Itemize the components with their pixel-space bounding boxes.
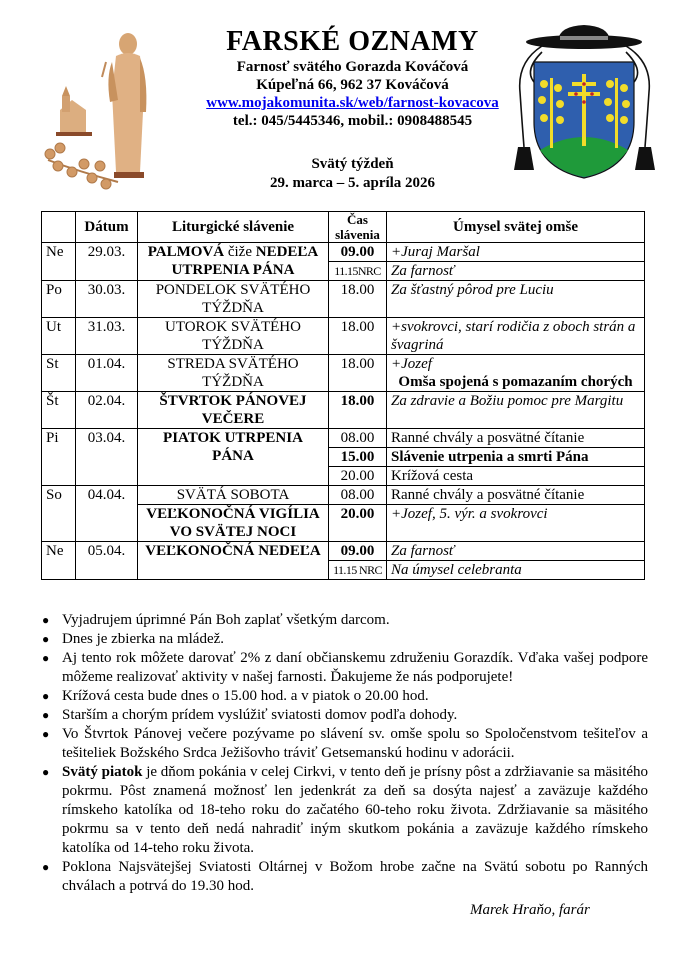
intention-cell: Za farnosť (387, 262, 645, 281)
shield (534, 62, 634, 178)
date-cell: 05.04. (76, 542, 138, 580)
day-cell: St (42, 355, 76, 392)
list-item: ● Krížová cesta bude dnes o 15.00 hod. a v piatok o 20.00 hod. (42, 688, 429, 704)
statue-figure (102, 33, 146, 178)
date-cell: 04.04. (76, 486, 138, 542)
bullet-icon: ● (42, 689, 50, 703)
time-cell: 11.15NRC (329, 262, 387, 281)
time-cell: 11.15 NRC (329, 561, 387, 580)
coat-of-arms-image (512, 22, 657, 182)
day-cell: Št (42, 392, 76, 429)
time-cell: 15.00 (329, 448, 387, 467)
header-liturgy: Liturgické slávenie (138, 212, 329, 243)
week-heading (180, 155, 525, 193)
intention-text: +Jozef (391, 356, 432, 372)
date-cell: 02.04. (76, 392, 138, 429)
time-cell: 09.00 (329, 243, 387, 262)
day-cell: Ne (42, 542, 76, 580)
parish-website-link[interactable]: www.mojakomunita.sk/web/farnost-kovacova (206, 95, 499, 111)
intention-cell: Ranné chvály a posvätné čítanie (387, 486, 645, 505)
table-row (42, 486, 645, 505)
date-cell: 03.04. (76, 429, 138, 486)
list-item: ● Svätý piatok je dňom pokánia v celej Cirkvi, v tento deň je prísny pôst a zdržiavanie sa mäsitého pokrmu. Pôst znamená možnosť len jedenkrát za deň sa dosýta najesť a zaväzuje každého rímskeho katolíka od 18-teho roku do začatého 60-teho roku života. Zdržiavanie sa mäsitého pokrmu sa v tento deň nedá nahradiť iným skutkom pokánia a zaväzuje každého rímskeho katolíka od 14-teho roku života. (42, 764, 648, 856)
time-cell: 08.00 (329, 429, 387, 448)
intention-cell: +svokrovci, starí rodičia z oboch strán a švagriná (387, 318, 645, 355)
liturgy-cell: UTOROK SVÄTÉHO TÝŽDŇA (138, 318, 329, 355)
parish-address: Kúpeľná 66, 962 37 Kováčová (256, 77, 449, 93)
mass-schedule-table (41, 211, 645, 580)
liturgy-cell: STREDA SVÄTÉHO TÝŽDŇA (138, 355, 329, 392)
date-cell: 29.03. (76, 243, 138, 281)
time-cell: 18.00 (329, 392, 387, 429)
date-range: 29. marca – 5. apríla 2026 (269, 175, 436, 191)
table-row (42, 429, 645, 448)
galero-hat (526, 25, 642, 49)
intention-cell: +Juraj Maršal (387, 243, 645, 262)
intention-cell: Na úmysel celebranta (387, 561, 645, 580)
liturgy-cell: ŠTVRTOK PÁNOVEJ VEČERE (138, 392, 329, 429)
bullet-icon: ● (42, 727, 50, 741)
time-cell: 08.00 (329, 486, 387, 505)
bullet-icon: ● (42, 613, 50, 627)
page-header (0, 0, 687, 205)
day-cell: Ut (42, 318, 76, 355)
day-cell: Po (42, 281, 76, 318)
list-item: ● Poklona Najsvätejšej Sviatosti Oltárnej v Božom hrobe začne na Svätú sobotu po Ranných chválach a potrvá do 19.30 hod. (42, 859, 648, 894)
list-item: ● Dnes je zbierka na mládež. (42, 631, 225, 647)
signature: Marek Hraňo, farár (470, 902, 590, 918)
list-item: ● Aj tento rok môžete darovať 2% z daní občianskemu združeniu Gorazdík. Vďaka vašej podpore môžeme realizovať aktivity v našej farnosti. Ďakujeme že nás podporujete! (42, 650, 648, 685)
intention-cell (387, 355, 645, 392)
table-row (42, 243, 645, 262)
time-cell: 18.00 (329, 355, 387, 392)
time-cell: 20.00 (329, 505, 387, 542)
list-item: ● Vyjadrujem úprimné Pán Boh zaplať všetkým darcom. (42, 612, 390, 628)
date-cell: 01.04. (76, 355, 138, 392)
liturgy-cell: PONDELOK SVÄTÉHO TÝŽDŇA (138, 281, 329, 318)
table-row (42, 542, 645, 561)
list-item: ● Vo Štvrtok Pánovej večere pozývame po slávení sv. omše spolu so Spoločenstvom tešiteľov a tešiteliek Božského Srdca Ježišovho tráviť Getsemanskú hodinu v adorácii. (42, 726, 648, 761)
header-day (42, 212, 76, 243)
day-cell: Ne (42, 243, 76, 281)
date-cell: 30.03. (76, 281, 138, 318)
date-cell: 31.03. (76, 318, 138, 355)
time-cell: 18.00 (329, 281, 387, 318)
table-header-row (42, 212, 645, 243)
bullet-icon: ● (42, 651, 50, 665)
intention-cell: Krížová cesta (387, 467, 645, 486)
linden-branch (45, 143, 118, 189)
wooden-statue-image (40, 22, 160, 197)
parish-contact: tel.: 045/5445346, mobil.: 0908488545 (232, 113, 473, 129)
table-row (42, 392, 645, 429)
intention-cell: Za šťastný pôrod pre Luciu (387, 281, 645, 318)
parish-name: Farnosť svätého Gorazda Kováčová (236, 59, 469, 75)
liturgy-cell: SVÄTÁ SOBOTA (138, 486, 329, 505)
table-row (42, 281, 645, 318)
day-cell: Pi (42, 429, 76, 486)
time-cell: 20.00 (329, 467, 387, 486)
header-intention: Úmysel svätej omše (387, 212, 645, 243)
intention-cell: Za farnosť (387, 542, 645, 561)
liturgy-cell: VEĽKONOČNÁ VIGÍLIA VO SVÄTEJ NOCI (138, 505, 329, 542)
day-cell: So (42, 486, 76, 542)
liturgy-cell: PIATOK UTRPENIA PÁNA (138, 429, 329, 486)
header-text-block (180, 26, 525, 130)
bullet-icon: ● (42, 860, 50, 874)
liturgy-cell: VEĽKONOČNÁ NEDEĽA (138, 542, 329, 580)
header-date: Dátum (76, 212, 138, 243)
intention-cell: Za zdravie a Božiu pomoc pre Margitu (387, 392, 645, 429)
page-title: FARSKÉ OZNAMY (226, 26, 479, 57)
time-cell: 18.00 (329, 318, 387, 355)
bullet-icon: ● (42, 708, 50, 722)
list-item: ● Starším a chorým prídem vyslúžiť sviatosti domov podľa dohody. (42, 707, 458, 723)
table-row (42, 318, 645, 355)
anointing-note: Omša spojená s pomazaním chorých (398, 374, 633, 390)
bullet-icon: ● (42, 632, 50, 646)
table-row (42, 355, 645, 392)
header-time: Čas slávenia (329, 212, 387, 243)
week-title: Svätý týždeň (311, 156, 394, 172)
liturgy-cell: PALMOVÁ čiže NEDEĽA UTRPENIA PÁNA (138, 243, 329, 281)
intention-cell: Slávenie utrpenia a smrti Pána (387, 448, 645, 467)
intention-cell: +Jozef, 5. výr. a svokrovci (387, 505, 645, 542)
church-model (56, 86, 92, 136)
announcements-list (40, 611, 648, 896)
time-cell: 09.00 (329, 542, 387, 561)
bullet-icon: ● (42, 765, 50, 779)
intention-cell: Ranné chvály a posvätné čítanie (387, 429, 645, 448)
